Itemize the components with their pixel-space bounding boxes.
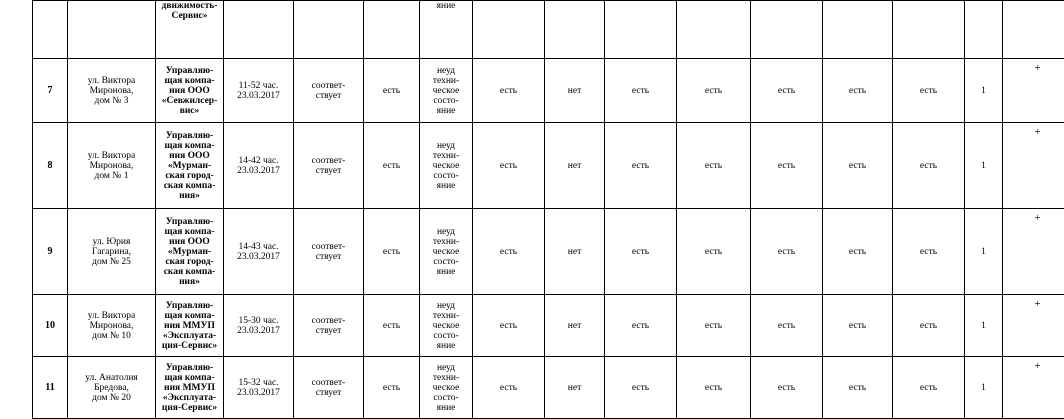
cell-c1-text: есть — [382, 246, 401, 257]
cell-c1 — [364, 357, 420, 419]
cell-time-text: 15-32 час. 23.03.2017 — [237, 377, 280, 398]
table-row — [33, 59, 1064, 123]
cell-mark-text: + — [1034, 126, 1041, 138]
cell-address-text: ул. Анатолия Бредова, дом № 20 — [85, 372, 138, 403]
cell-compliance — [294, 123, 364, 209]
cell-c7 — [823, 295, 893, 357]
cell-company-text: Управляю- щая компа- ния ООО «Севжилсер- вис» — [161, 65, 218, 116]
cell-c5 — [677, 59, 751, 123]
cell-address-text: ул. Виктора Миронова, дом № 3 — [87, 75, 136, 106]
cell-company — [156, 123, 224, 209]
cell-address — [68, 209, 156, 295]
cell-c2 — [473, 59, 545, 123]
cell-compliance-text: соответ- ствует — [311, 80, 346, 101]
cell-time — [224, 1, 294, 59]
table-row — [33, 123, 1064, 209]
cell-c6-text: есть — [777, 85, 796, 96]
cell-address — [68, 1, 156, 59]
cell-num-text: 8 — [47, 159, 53, 171]
cell-c6 — [751, 209, 823, 295]
cell-company — [156, 295, 224, 357]
cell-condition-text: неуд техни- ческое состо- яние — [432, 65, 460, 116]
cell-c2-text: есть — [499, 85, 518, 96]
cell-c2-text: есть — [499, 246, 518, 257]
cell-compliance — [294, 209, 364, 295]
cell-c5-text: есть — [704, 246, 723, 257]
cell-company-text: Управляю- щая компа- ния ООО «Мурман- ская город- ская компа- ния» — [163, 216, 216, 287]
cell-mark — [1003, 123, 1064, 209]
cell-c1-text: есть — [382, 382, 401, 393]
cell-c6-text: есть — [777, 320, 796, 331]
cell-c1 — [364, 1, 420, 59]
cell-c3-text: нет — [567, 382, 582, 393]
cell-c8 — [893, 123, 965, 209]
cell-c3 — [545, 209, 605, 295]
table-row — [33, 209, 1064, 295]
cell-time-text: 14-43 час. 23.03.2017 — [237, 241, 280, 262]
cell-c4 — [605, 123, 677, 209]
cell-count — [965, 123, 1003, 209]
cell-c4-text: есть — [631, 246, 650, 257]
cell-num — [33, 357, 68, 419]
cell-c5-text: есть — [704, 85, 723, 96]
cell-time — [224, 295, 294, 357]
cell-compliance — [294, 59, 364, 123]
cell-condition-text: неуд техни- ческое состо- яние — [432, 362, 460, 413]
cell-c6 — [751, 123, 823, 209]
cell-mark-text: + — [1034, 62, 1041, 74]
cell-num — [33, 59, 68, 123]
cell-c3 — [545, 59, 605, 123]
cell-company-text: Управляю- щая компа- ния ММУП «Эксплуата- ция-Сервис» — [161, 362, 218, 413]
cell-count — [965, 295, 1003, 357]
cell-c5-text: есть — [704, 320, 723, 331]
cell-company-text: Управляю- щая компа- ния ММУП «Эксплуата- ция-Сервис» — [161, 300, 218, 351]
cell-address-text: ул. Виктора Миронова, дом № 10 — [87, 310, 136, 341]
cell-count — [965, 357, 1003, 419]
cell-num — [33, 295, 68, 357]
cell-c5-text: есть — [704, 160, 723, 171]
cell-mark — [1003, 1, 1064, 59]
cell-time — [224, 357, 294, 419]
cell-count-text: 1 — [981, 246, 986, 257]
cell-company — [156, 59, 224, 123]
table-row — [33, 357, 1064, 419]
cell-condition — [420, 295, 473, 357]
cell-c8 — [893, 59, 965, 123]
cell-c4 — [605, 295, 677, 357]
cell-c5 — [677, 1, 751, 59]
cell-c4-text: есть — [631, 382, 650, 393]
cell-c4-text: есть — [631, 85, 650, 96]
cell-address — [68, 123, 156, 209]
cell-c8 — [893, 357, 965, 419]
cell-mark — [1003, 357, 1064, 419]
cell-time — [224, 123, 294, 209]
cell-c2 — [473, 1, 545, 59]
cell-c4-text: есть — [631, 160, 650, 171]
cell-mark-text: + — [1034, 360, 1041, 372]
cell-c3-text: нет — [567, 246, 582, 257]
cell-num — [33, 123, 68, 209]
cell-count-text: 1 — [981, 85, 986, 96]
cell-num-text: 9 — [47, 245, 53, 257]
cell-num-text: 10 — [45, 319, 55, 331]
cell-c5-text: есть — [704, 382, 723, 393]
cell-c7 — [823, 123, 893, 209]
cell-c3-text: нет — [567, 160, 582, 171]
cell-c8-text: есть — [919, 160, 938, 171]
cell-c6-text: есть — [777, 382, 796, 393]
cell-c7 — [823, 209, 893, 295]
cell-c2 — [473, 357, 545, 419]
cell-compliance-text: соответ- ствует — [311, 155, 346, 176]
cell-c2-text: есть — [499, 320, 518, 331]
cell-condition-text: неуд техни- ческое состо- яние — [432, 300, 460, 351]
cell-c7 — [823, 357, 893, 419]
inspection-table — [32, 0, 1064, 419]
cell-mark — [1003, 295, 1064, 357]
cell-count — [965, 209, 1003, 295]
cell-condition — [420, 59, 473, 123]
cell-c5 — [677, 295, 751, 357]
cell-c7 — [823, 1, 893, 59]
cell-condition-text: неуд техни- ческое состо- яние — [432, 140, 460, 191]
cell-c3 — [545, 1, 605, 59]
cell-c3-text: нет — [567, 320, 582, 331]
cell-c4-text: есть — [631, 320, 650, 331]
table-row — [33, 295, 1064, 357]
cell-c1 — [364, 209, 420, 295]
cell-num — [33, 209, 68, 295]
cell-c4 — [605, 357, 677, 419]
cell-c7-text: есть — [848, 246, 867, 257]
cell-mark — [1003, 209, 1064, 295]
cell-c1-text: есть — [382, 160, 401, 171]
cell-c8-text: есть — [919, 320, 938, 331]
cell-time-text: 14-42 час. 23.03.2017 — [237, 155, 280, 176]
cell-c2-text: есть — [499, 382, 518, 393]
cell-c8 — [893, 295, 965, 357]
cell-c8-text: есть — [919, 246, 938, 257]
cell-condition-text: яние — [436, 1, 456, 11]
cell-count — [965, 1, 1003, 59]
cell-num-text: 7 — [47, 84, 53, 96]
cell-c3 — [545, 123, 605, 209]
cell-compliance-text: соответ- ствует — [311, 377, 346, 398]
cell-c3-text: нет — [567, 85, 582, 96]
cell-c7-text: есть — [848, 85, 867, 96]
cell-c6-text: есть — [777, 246, 796, 257]
cell-num — [33, 1, 68, 59]
cell-num-text: 11 — [45, 381, 55, 393]
cell-condition — [420, 1, 473, 59]
cell-c5 — [677, 209, 751, 295]
cell-c6 — [751, 357, 823, 419]
cell-c7-text: есть — [848, 160, 867, 171]
cell-c8 — [893, 209, 965, 295]
cell-c2 — [473, 209, 545, 295]
cell-c7-text: есть — [848, 382, 867, 393]
cell-compliance — [294, 1, 364, 59]
cell-compliance — [294, 295, 364, 357]
cell-c4 — [605, 209, 677, 295]
cell-company-text: Управляю- щая компа- ния ООО «Мурман- ская город- ская компа- ния» — [163, 130, 216, 201]
cell-c6 — [751, 59, 823, 123]
cell-company — [156, 209, 224, 295]
cell-address-text: ул. Виктора Миронова, дом № 1 — [87, 150, 136, 181]
cell-time-text: 15-30 час. 23.03.2017 — [237, 315, 280, 336]
table-row-continued — [33, 1, 1064, 59]
cell-mark-text: + — [1034, 298, 1041, 310]
cell-c6-text: есть — [777, 160, 796, 171]
cell-compliance-text: соответ- ствует — [311, 241, 346, 262]
cell-company — [156, 357, 224, 419]
cell-count-text: 1 — [981, 382, 986, 393]
cell-c3 — [545, 357, 605, 419]
cell-time-text: 11-52 час. 23.03.2017 — [237, 80, 280, 101]
cell-count — [965, 59, 1003, 123]
cell-c7 — [823, 59, 893, 123]
cell-c8-text: есть — [919, 85, 938, 96]
cell-time — [224, 59, 294, 123]
cell-c5 — [677, 357, 751, 419]
cell-c7-text: есть — [848, 320, 867, 331]
cell-mark — [1003, 59, 1064, 123]
cell-compliance-text: соответ- ствует — [311, 315, 346, 336]
cell-address — [68, 357, 156, 419]
cell-c1-text: есть — [382, 85, 401, 96]
cell-condition-text: неуд техни- ческое состо- яние — [432, 226, 460, 277]
cell-mark-text: + — [1034, 212, 1041, 224]
cell-c1 — [364, 123, 420, 209]
cell-c1 — [364, 295, 420, 357]
cell-compliance — [294, 357, 364, 419]
cell-c5 — [677, 123, 751, 209]
cell-c3 — [545, 295, 605, 357]
cell-c1 — [364, 59, 420, 123]
cell-c6 — [751, 1, 823, 59]
cell-address — [68, 59, 156, 123]
cell-count-text: 1 — [981, 160, 986, 171]
cell-address-text: ул. Юрия Гагарина, дом № 25 — [91, 236, 132, 267]
cell-c4 — [605, 59, 677, 123]
cell-c8 — [893, 1, 965, 59]
cell-condition — [420, 123, 473, 209]
cell-count-text: 1 — [981, 320, 986, 331]
cell-c6 — [751, 295, 823, 357]
cell-address — [68, 295, 156, 357]
cell-company-text: движимость- Сервис» — [161, 1, 218, 21]
cell-company — [156, 1, 224, 59]
cell-time — [224, 209, 294, 295]
cell-c2-text: есть — [499, 160, 518, 171]
cell-c2 — [473, 295, 545, 357]
cell-c4 — [605, 1, 677, 59]
cell-c8-text: есть — [919, 382, 938, 393]
cell-c2 — [473, 123, 545, 209]
cell-c1-text: есть — [382, 320, 401, 331]
cell-condition — [420, 209, 473, 295]
cell-condition — [420, 357, 473, 419]
